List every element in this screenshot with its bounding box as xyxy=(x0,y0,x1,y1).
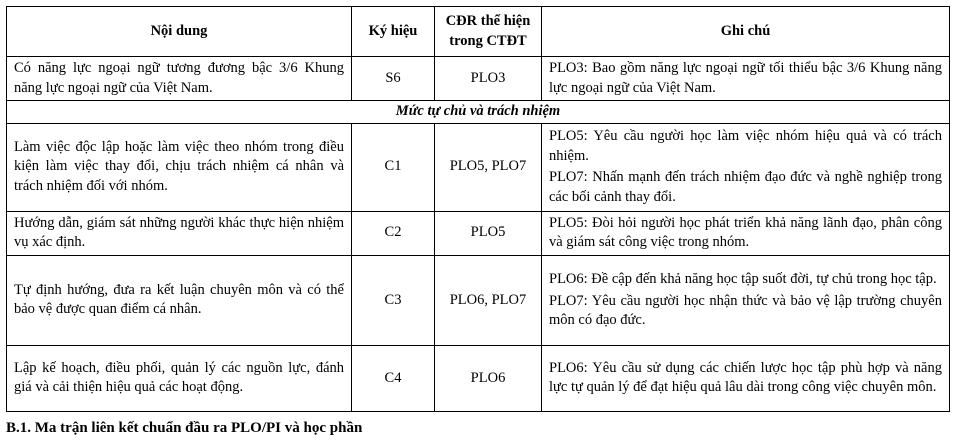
cell-symbol: C3 xyxy=(352,255,435,345)
table-row xyxy=(7,57,950,101)
note-line: PLO3: Bao gồm năng lực ngoại ngữ tối thiểu bậc 3/6 Khung năng lực ngoại ngữ của Việt Nam. xyxy=(549,60,942,96)
cell-note xyxy=(542,211,950,255)
cell-plo: PLO5, PLO7 xyxy=(435,123,542,211)
table-row xyxy=(7,345,950,411)
note-line: PLO5: Đòi hỏi người học phát triển khả năng lãnh đạo, phân công và giám sát công việc trong nhóm. xyxy=(549,214,942,251)
header-symbol: Ký hiệu xyxy=(352,7,435,57)
cell-symbol: C1 xyxy=(352,123,435,211)
header-note: Ghi chú xyxy=(542,7,950,57)
section-title: Mức tự chủ và trách nhiệm xyxy=(7,101,950,124)
note-line: PLO7: Nhấn mạnh đến trách nhiệm đạo đức và nghề nghiệp trong các bối cảnh thay đổi. xyxy=(549,169,942,205)
table-row xyxy=(7,255,950,345)
cell-content: Làm việc độc lập hoặc làm việc theo nhóm trong điều kiện làm việc thay đổi, chịu trách nhiệm cá nhân và trách nhiệm đối với nhóm. xyxy=(7,123,352,211)
note-line: PLO7: Yêu cầu người học nhận thức và bảo vệ lập trường chuyên môn có đạo đức. xyxy=(549,292,942,329)
cell-plo: PLO5 xyxy=(435,211,542,255)
cell-note xyxy=(542,123,950,211)
table-row xyxy=(7,211,950,255)
note-line: PLO6: Yêu cầu sử dụng các chiến lược học tập phù hợp và năng lực tự quản lý để đạt hiệu quả lâu dài trong công việc chuyên môn. xyxy=(549,359,942,396)
cell-content: Có năng lực ngoại ngữ tương đương bậc 3/6 Khung năng lực ngoại ngữ của Việt Nam. xyxy=(7,57,352,101)
cell-content: Lập kế hoạch, điều phối, quản lý các nguồn lực, đánh giá và cải thiện hiệu quả các hoạt động. xyxy=(7,345,352,411)
header-row xyxy=(7,7,950,57)
cell-content: Tự định hướng, đưa ra kết luận chuyên môn và có thể bảo vệ được quan điểm cá nhân. xyxy=(7,255,352,345)
note-line: PLO5: Yêu cầu người học làm việc nhóm hiệu quả và có trách nhiệm. xyxy=(549,128,942,164)
cell-plo: PLO6, PLO7 xyxy=(435,255,542,345)
table-row xyxy=(7,123,950,211)
cell-plo: PLO6 xyxy=(435,345,542,411)
header-cdr-line1: CĐR thể hiện xyxy=(445,12,531,29)
cell-symbol: C4 xyxy=(352,345,435,411)
cell-symbol: C2 xyxy=(352,211,435,255)
section-row xyxy=(7,101,950,124)
cell-note xyxy=(542,345,950,411)
header-cdr-line2: trong CTĐT xyxy=(449,32,527,49)
cell-note xyxy=(542,255,950,345)
cell-plo: PLO3 xyxy=(435,57,542,101)
cell-content: Hướng dẫn, giám sát những người khác thực hiện nhiệm vụ xác định. xyxy=(7,211,352,255)
cell-symbol: S6 xyxy=(352,57,435,101)
section-caption: B.1. Ma trận liên kết chuẩn đầu ra PLO/PI và học phần xyxy=(6,420,363,436)
note-line: PLO6: Đề cập đến khả năng học tập suốt đời, tự chủ trong học tập. xyxy=(549,270,937,287)
header-cdr xyxy=(435,7,542,57)
header-content: Nội dung xyxy=(7,7,352,57)
plo-table xyxy=(6,6,950,412)
cell-note xyxy=(542,57,950,101)
